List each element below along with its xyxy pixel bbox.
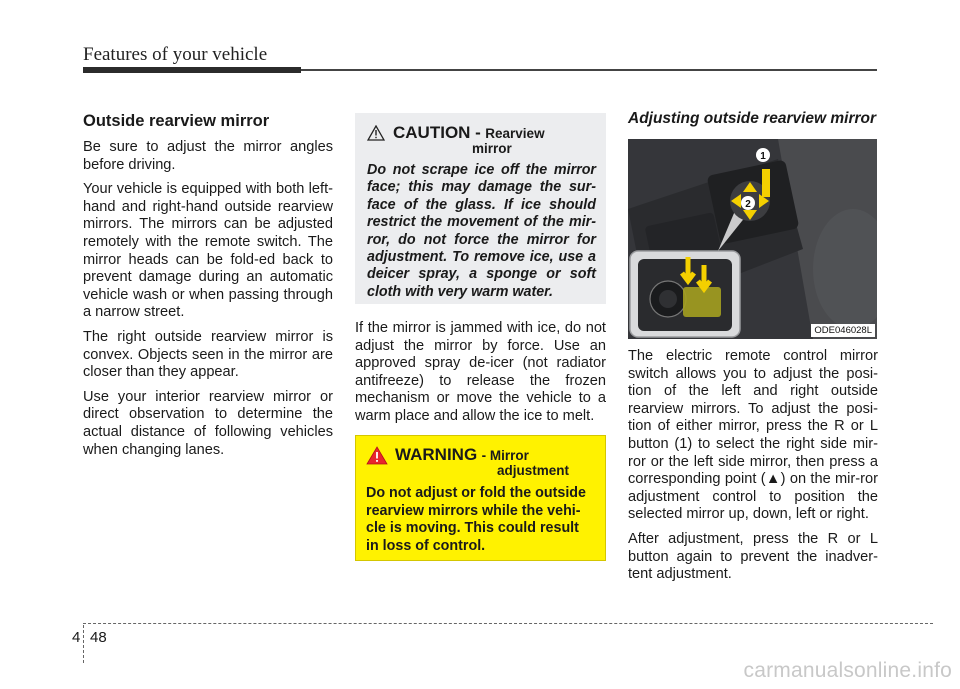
caution-word: CAUTION - (393, 123, 481, 142)
footer-vertical-dash (83, 625, 84, 663)
right-paragraph-2: After adjustment, press the R or L button again to prevent the inadver-tent adjustment. (628, 530, 878, 583)
right-paragraph-1 (628, 348, 878, 524)
watermark: carmanualsonline.info (743, 659, 952, 682)
mirror-switch-figure (628, 139, 877, 339)
warning-subject: - Mirror (481, 448, 529, 463)
caution-subject-line2: mirror (472, 141, 512, 156)
warning-word: WARNING (395, 445, 478, 464)
caution-subject: Rearview (485, 126, 545, 141)
footer-dashed-line (83, 623, 933, 624)
paragraph-4: Use your interior rearview mirror or direct observation to determine the actual distance of following vehicles when changing lanes. (83, 388, 333, 458)
paragraph-3: The right outside rearview mirror is convex. Objects seen in the mirror are closer than they appear. (83, 328, 333, 381)
page-header-title: Features of your vehicle (83, 44, 268, 65)
mirror-switch-illustration (628, 139, 877, 339)
header-bar-thin (301, 69, 877, 71)
right-paragraph-1-part-a: The electric remote control mirror switch allows you to adjust the posi-tion of the left and right outside rearview mirrors. To adjust the posi-tion of either mirror, press the R or L button (1) to select the right side mir-ror or the left side mirror, then press a corresponding point ( (628, 348, 878, 488)
paragraph-1: Be sure to adjust the mirror angles before driving. (83, 139, 333, 173)
section-heading: Outside rearview mirror (83, 112, 270, 130)
warning-title (366, 445, 595, 465)
paragraph-2: Your vehicle is equipped with both left-hand and right-hand outside rearview mirrors. The mirrors can be adjusted remotely with the remote switch. The mirror heads can be fold-ed back to prevent damage during an automatic vehicle wash or when passing through a narrow street. (83, 181, 333, 321)
warning-subject-line2: adjustment (497, 463, 570, 478)
up-triangle-icon: ▲ (765, 471, 781, 488)
left-column (83, 112, 333, 466)
warning-text: Do not adjust or fold the outside rearview mirrors while the vehi-cle is moving. This could result in loss of control. (366, 485, 586, 554)
middle-paragraph: If the mirror is jammed with ice, do not adjust the mirror by force. Use an approved spray de-icer (not radiator antifreeze) to release the frozen mechanism or move the vehicle to a warm place and allow the ice to melt. (355, 320, 606, 424)
figure-code-label: ODE046028L (811, 324, 875, 337)
header-bar-dark (83, 67, 301, 73)
page-number: 48 (90, 629, 107, 646)
callout-1-label: 1 (760, 151, 766, 162)
caution-triangle-icon (367, 125, 385, 141)
right-column-heading: Adjusting outside rearview mirror (628, 110, 877, 127)
warning-box (355, 435, 606, 561)
page-chapter-number: 4 (72, 629, 81, 646)
warning-triangle-icon (366, 446, 388, 465)
caution-box (355, 113, 606, 304)
callout-2-label: 2 (745, 199, 751, 210)
caution-title (367, 123, 596, 143)
right-column-text (628, 348, 878, 591)
right-paragraph-1-part-b: ) on the mir-ror adjustment control to position the selected mirror up, down, left or right. (628, 471, 878, 523)
caution-text: Do not scrape ice off the mirror face; this may damage the sur-face of the glass. If ice should restrict the movement of the mir-ror, do not force the mirror for adjustment. To remove ice, use a deicer spray, a sponge or soft cloth with very warm water. (367, 162, 596, 300)
